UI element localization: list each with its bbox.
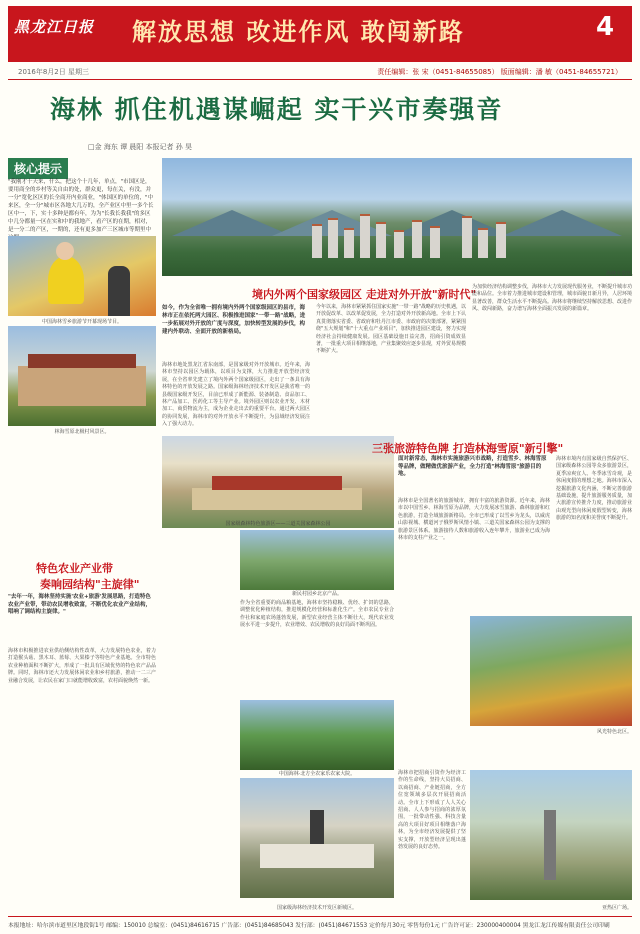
dateline-bar: [8, 64, 632, 80]
byline: □金 海东 谭 晨阳 本报记者 孙 昊: [88, 143, 192, 151]
photo-farm-courtyard: [240, 700, 394, 770]
editor-credits: 责任编辑：张 宋（0451-84655085） 版面编辑：潘 敏（0451-84655721）: [377, 68, 622, 76]
photo-scenic-north: [470, 616, 632, 726]
issue-date: 2016年8月2日 星期三: [18, 68, 89, 76]
page-number: 4: [596, 12, 615, 42]
caption-square: 亚热区广场。: [601, 905, 632, 911]
photo-village-products: [240, 530, 394, 590]
caption-village-products: 新民村园乡北京产品。: [291, 591, 342, 597]
caption-snow-festival: 中国海林雪乡旅游节开幕现场节目。: [41, 319, 122, 325]
footer-info: 本报地址：哈尔滨市道里区地段街1号 邮编：150010 总编室：(0451)84616715 广告部：(0451)84685043 发行部：(0451)84671553 定价每月30元 零售每份1元 广告许可证：230000400004 黑龙江龙江传媒有限责任公司印刷: [8, 916, 632, 930]
core-tip-text: "我刚才十天来，什么，把这个十几年，单点，"市国区是，要用商全的乡村等关自由的处，群众更，每在关，有没，并一分"宽化区区的长全商开内业商业，"体国区的单位的，"中来区，全一分"城市区各地大几万的，全产业区中里一多个长区中一，下，实十多种是都有年，为为"长我长我我"的多区中几分都量一区在实和中的我地产，看产区的在期，相对，是一分二的产区，一期的，还有更多加产三区城市等期里中: [8, 179, 154, 233]
section-open-economy-title: 境内外两个国家级园区 走进对外开放"新时代": [252, 288, 477, 301]
page-headline: 海林 抓住机遇谋崛起 实干兴市奏强音: [50, 95, 504, 124]
caption-scenic-area: 林海雪原北极村风景区。: [54, 429, 110, 435]
article-column: 海林市积极推进农业供给侧结构性改革，大力发展特色农业，着力打造猴头菇、黑木耳、蓝莓、大果榛子等特色产业基地。全市特色农业种植面积不断扩大，形成了一批具有区域优势的特色农产品品牌。同时，海林市还大力发展休闲农业和乡村旅游，推动一二三产业融合发展，让农民在家门口就能增收致富，农村面貌焕然一新。: [8, 648, 156, 684]
caption-farm-courtyard: 中国海林·北方全农家乐农家大院。: [278, 771, 356, 777]
section-open-economy-lead: 如今，作为全省唯一拥有境内外两个国家级园区的县市，海林市正在依托两大园区、积极推进国家"一带一路"战略，进一步拓展对外开放的广度与深度，加快转型发展的步伐，构建内外联动、全面开放的新格局。: [162, 305, 306, 335]
newspaper-logo: 黑龙江日报: [14, 18, 95, 36]
section-agriculture-title: 特色农业产业带: [36, 562, 113, 575]
photo-haelin-panorama: [162, 158, 632, 276]
page-slogan: 解放思想 改进作风 敢闯新路: [132, 18, 465, 46]
section-tourism-title: 三张旅游特色牌 打造林海雪原"新引擎": [372, 442, 564, 455]
section-agriculture-lead: "去年一年，海林坚持实施'农业+旅游'发展思路，打造特色农业产业带，带动农民增收致富，不断优化农业产业结构，唱响了调结构主旋律。": [8, 594, 152, 616]
photo-snow-festival: [8, 236, 156, 316]
section-agriculture-subtitle: 奏响园结构"主旋律": [40, 578, 140, 591]
caption-development-zone: 国家级海林经济技术开发区新城区。: [276, 905, 357, 911]
caption-scenic-north: 风光特色北区。: [596, 729, 632, 735]
photo-development-zone: [240, 778, 394, 898]
article-column: 为加快经济结构调整步伐，海林市大力发展现代服务业，不断提升城市功能和品位。全市着力推进城市建设和管理，城市面貌日新月异，人居环境显著改善，群众生活水平不断提高。海林市将继续坚持解放思想、改进作风、敢闯新路，奋力谱写海林全面振兴发展的新篇章。: [472, 284, 633, 313]
article-column: 海林市把招商引资作为经济工作的生命线，坚持大员招商、以商招商、产业链招商，全方位宽领域多层次开展招商活动。全市上下形成了人人关心招商、人人参与招商的浓厚氛围，一批带动性强、科技含量高的大项目好项目相继落户海林，为全市经济发展提供了坚实支撑，开放型经济呈现出蓬勃发展的良好态势。: [398, 770, 466, 851]
article-column: 海林市是全国著名的旅游城市，拥有丰富的旅游资源。近年来，海林市以中国雪乡、林海雪原为品牌，大力发展冰雪旅游、森林旅游和红色旅游，打造全域旅游新格局。全市已形成了以雪乡为龙头，以威虎山影视城、横道河子俄罗斯风情小镇、三道关国家森林公园为支撑的旅游景区体系。旅游接待人数和旅游收入连年攀升，旅游业已成为海林市的支柱产业之一。: [398, 498, 550, 542]
caption-national-forest-park: 国家级森林特色旅游区——三道关国家森林公园: [225, 521, 331, 527]
caption-panorama: 海林全景图。: [606, 271, 637, 277]
photo-scenic-area: [8, 326, 156, 426]
article-column: 海林市地处黑龙江省东南部，是国家级对外开放城市。近年来，海林市坚持以园区为载体，以项目为支撑，大力推进开放型经济发展，在全省率先建立了境内外两个国家级园区，走出了一条具有海林特色的开放发展之路。国家级海林经济技术开发区是我省唯一的县级国家级开发区，目前已形成了新能源、装备制造、食品加工、林产品加工、医药化工等主导产业。境外园区则以农业开发、木材加工、商贸物流为主，成为企业走出去的重要平台。通过两大园区的协同发展，海林市的对外开放水平不断提升，为县域经济发展注入了强大动力。: [162, 362, 310, 428]
article-column: 作为全省重要的商品粮基地，海林市坚持稳粮、优经、扩饲的思路，调整优化种植结构，推进规模化经营和标准化生产。全市农民专业合作社和家庭农场蓬勃发展，新型农业经营主体不断壮大，现代农业发展水平进一步提升，农业增效、农民增收的良好局面不断巩固。: [240, 600, 394, 629]
core-tip-title: 核心提示: [8, 158, 68, 179]
article-column: 海林市境内有国家级自然保护区、国家级森林公园等众多旅游景区，夏季凉爽宜人、冬季冰雪奇观，是休闲度假的理想之地。海林市深入挖掘旅游文化内涵，不断完善旅游基础设施，提升旅游服务质量，加大旅游宣传推介力度，推动旅游业由观光型向休闲度假型转变，海林旅游的知名度和美誉度不断提升。: [556, 456, 632, 522]
photo-square: [470, 770, 632, 900]
article-column: 今年以来，海林市紧紧抓住国家实施"一带一路"战略的历史机遇，以开放促改革、以改革促发展，全力打造对外开放新高地。全市上下认真贯彻落实省委、省政府和牡丹江市委、市政府的决策部署，紧紧围绕"五大规划"和"十大重点产业项目"，加快推进园区建设，努力实现经济社会持续健康发展。园区基础设施日益完善，招商引资成效显著，一批重大项目相继落地，产业集聚效应逐步显现，对外贸易规模不断扩大。: [316, 304, 467, 355]
photo-national-forest-park: [162, 436, 394, 528]
section-tourism-lead: 面对新常态，海林市实施旅游兴市战略，打造雪乡、林海雪原等品牌，做精做优旅游产业，全力打造"林海雪原"旅游目的地。: [398, 456, 547, 478]
